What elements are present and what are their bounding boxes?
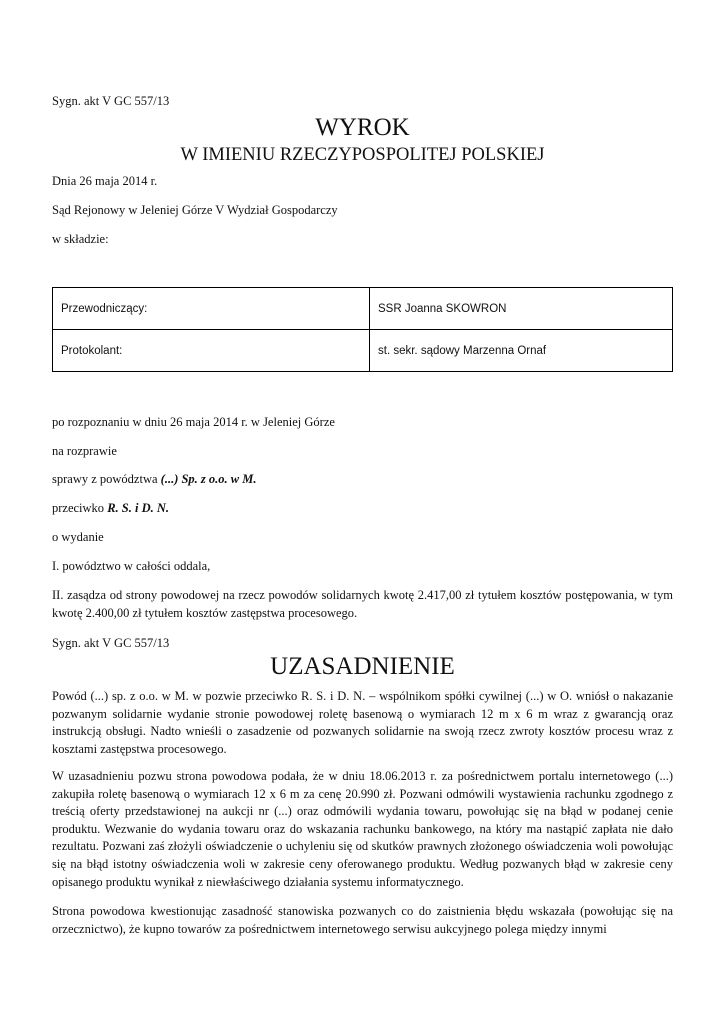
panel-person-clerk: st. sekr. sądowy Marzenna Ornaf <box>370 330 673 372</box>
justification-paragraph-2: W uzasadnieniu pozwu strona powodowa podała, że w dniu 18.06.2013 r. za pośrednictwem portalu internetowego (...) zakupiła roletę basenową o wymiarach 12 x 6 m za cenę 20.990 zł. Pozwani odmówili wystawienia rachunku zgodnego z treścią oferty przedstawionej na aukcji nr (...) oraz odmówili wydania towaru, powołując się na błąd w podanej cenie produktu. Wezwanie do wydania towaru oraz do wskazania rachunku bankowego, na który ma nastąpić zapłata nie dało rezultatu. Pozwani zaś złożyli oświadczenie o uchyleniu się od skutków prawnych złożonego oświadczenia woli powołując się na błąd istotny oświadczenia woli w zakresie ceny oferowanego produktu. Według pozwanych błąd w zakresie ceny opisanego produktu wynikał z niewłaściwego działania systemu informatycznego. <box>52 769 673 889</box>
defendants-name: R. S. i D. N. <box>107 501 170 515</box>
ruling-point-1: I. powództwo w całości oddala, <box>52 559 211 573</box>
justification-paragraph-3: Strona powodowa kwestionując zasadność stanowiska pozwanych co do zaistnienia błędu wskazała (powołując się na orzecznictwo), że kupno towarów za pośrednictwem internetowego serwisu aukcyjnego polega między innymi <box>52 904 673 936</box>
justification-title: UZASADNIENIE <box>270 653 455 680</box>
plaintiff-line <box>52 470 257 488</box>
case-subject: o wydanie <box>52 530 104 544</box>
document-title: WYROK <box>315 114 410 141</box>
plaintiff-prefix: sprawy z powództwa <box>52 472 161 486</box>
court-name: Sąd Rejonowy w Jeleniej Górze V Wydział Gospodarczy <box>52 203 338 217</box>
justification-signature: Sygn. akt V GC 557/13 <box>52 636 170 650</box>
defendants-line <box>52 499 169 517</box>
composition-label: w składzie: <box>52 232 109 246</box>
table-row <box>53 288 673 330</box>
heard-statement: po rozpoznaniu w dniu 26 maja 2014 r. w Jeleniej Górze <box>52 415 335 429</box>
table-row <box>53 330 673 372</box>
panel-role-chair: Przewodniczący: <box>53 288 370 330</box>
court-panel-table <box>52 287 673 372</box>
hearing-statement: na rozprawie <box>52 444 117 458</box>
panel-role-clerk: Protokolant: <box>53 330 370 372</box>
plaintiff-name: (...) Sp. z o.o. w M. <box>160 472 257 486</box>
panel-person-chair: SSR Joanna SKOWRON <box>370 288 673 330</box>
document-subtitle: W IMIENIU RZECZYPOSPOLITEJ POLSKIEJ <box>180 145 545 165</box>
ruling-point-2: II. zasądza od strony powodowej na rzecz powodów solidarnych kwotę 2.417,00 zł tytułem kosztów postępowania, w tym kwotę 2.400,00 zł tytułem kosztów zastępstwa procesowego. <box>52 588 673 620</box>
defendants-prefix: przeciwko <box>52 501 108 515</box>
judgment-date: Dnia 26 maja 2014 r. <box>52 174 158 188</box>
justification-paragraph-1: Powód (...) sp. z o.o. w M. w pozwie przeciwko R. S. i D. N. – wspólnikom spółki cywilnej (...) w O. wniósł o nakazanie pozwanym solidarnie wydanie stronie powodowej roletę basenową o wymiarach 12 m x 6 m wraz z gwarancją oraz instrukcją obsługi. Nadto wnieśli o zasadzenie od pozwanych solidarnie na swoją rzecz zwroty kosztów procesu wraz z kosztami zastępstwa procesowego. <box>52 689 673 756</box>
case-signature: Sygn. akt V GC 557/13 <box>52 94 170 108</box>
